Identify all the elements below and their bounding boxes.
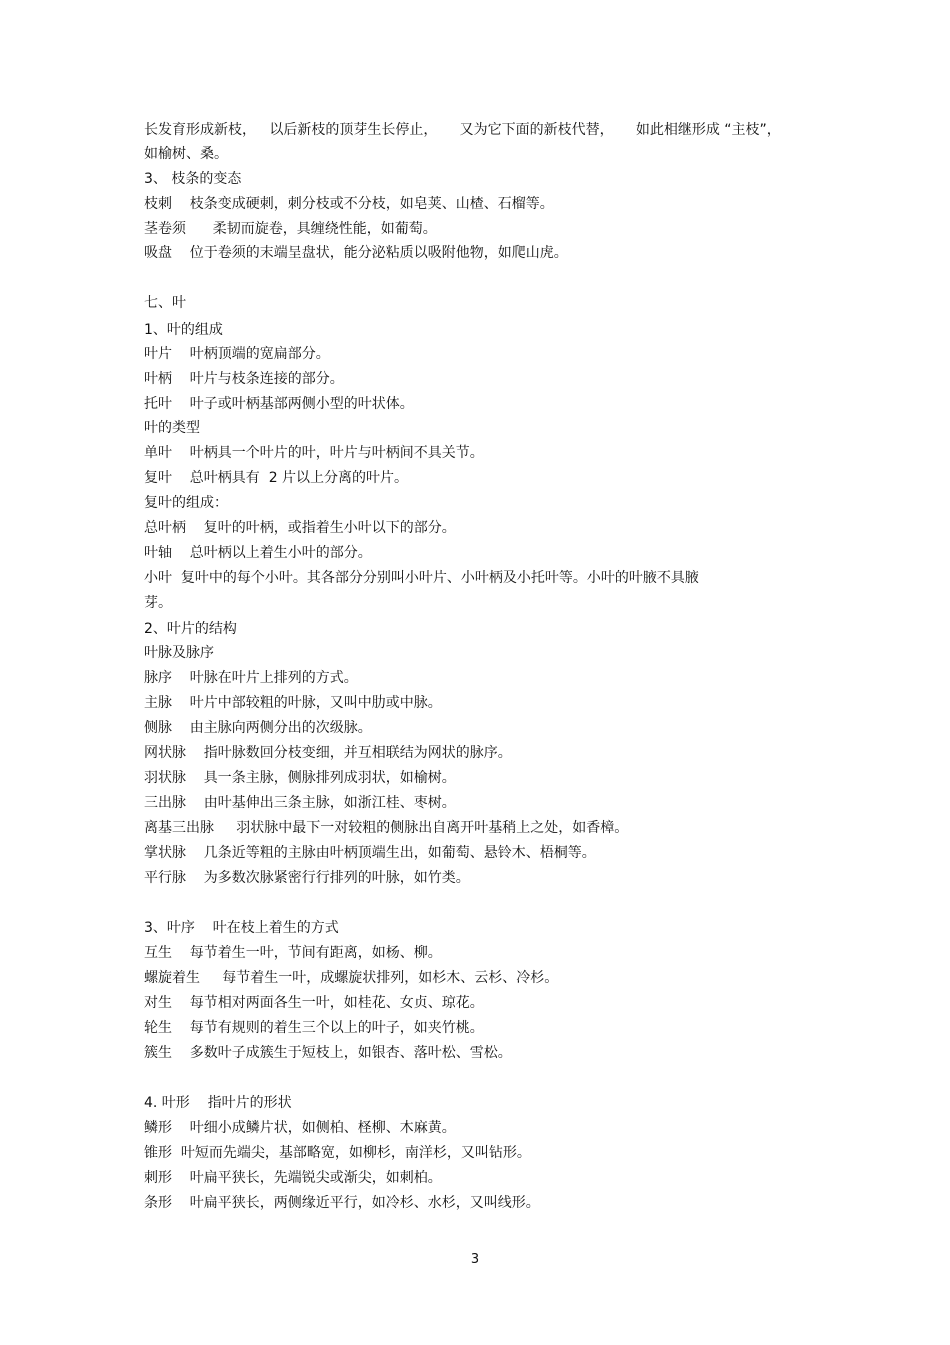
text-line: 主脉 叶片中部较粗的叶脉，又叫中肋或中脉。 — [144, 695, 442, 711]
text-line: 如榆树、桑。 — [144, 146, 228, 162]
section-heading: 2、叶片的结构 — [144, 621, 237, 637]
section-heading: 4. 叶形 指叶片的形状 — [144, 1095, 292, 1111]
text-line: 复叶 总叶柄具有 2 片以上分离的叶片。 — [144, 470, 409, 486]
text-line: 网状脉 指叶脉数回分枝变细，并互相联结为网状的脉序。 — [144, 745, 512, 761]
text-line: 鳞形 叶细小成鳞片状，如侧柏、柽柳、木麻黄。 — [144, 1120, 456, 1136]
text-line: 叶片 叶柄顶端的宽扁部分。 — [144, 346, 330, 362]
text-line: 羽状脉 具一条主脉，侧脉排列成羽状，如榆树。 — [144, 770, 456, 786]
section-heading: 1、叶的组成 — [144, 322, 223, 338]
text-line: 脉序 叶脉在叶片上排列的方式。 — [144, 670, 358, 686]
text-line: 锥形 叶短而先端尖，基部略宽，如柳杉，南洋杉，又叫钻形。 — [144, 1145, 531, 1161]
text-line: 条形 叶扁平狭长，两侧缘近平行，如冷杉、水杉，又叫线形。 — [144, 1195, 540, 1211]
text-line: 对生 每节相对两面各生一叶，如桂花、女贞、琼花。 — [144, 995, 484, 1011]
chapter-heading: 七、叶 — [144, 295, 186, 311]
text-line: 小叶 复叶中的每个小叶。其各部分分别叫小叶片、小叶柄及小托叶等。小叶的叶腋不具腋 — [144, 570, 699, 586]
text-line: 叶轴 总叶柄以上着生小叶的部分。 — [144, 545, 372, 561]
subsection-heading: 复叶的组成： — [144, 495, 228, 511]
text-line: 茎卷须 柔韧而旋卷，具缠绕性能，如葡萄。 — [144, 221, 437, 237]
page-number: 3 — [470, 1252, 480, 1267]
subsection-heading: 叶的类型 — [144, 420, 200, 436]
section-heading: 3、叶序 叶在枝上着生的方式 — [144, 920, 339, 936]
text-line: 轮生 每节有规则的着生三个以上的叶子，如夹竹桃。 — [144, 1020, 484, 1036]
text-line: 枝刺 枝条变成硬刺，刺分枝或不分枝，如皂荚、山楂、石榴等。 — [144, 196, 554, 212]
text-line: 掌状脉 几条近等粗的主脉由叶柄顶端生出，如葡萄、悬铃木、梧桐等。 — [144, 845, 596, 861]
text-line: 长发育形成新枝， 以后新枝的顶芽生长停止， 又为它下面的新枝代替， 如此相继形成 “主枝”， — [144, 122, 781, 138]
subsection-heading: 叶脉及脉序 — [144, 645, 214, 661]
text-line: 叶柄 叶片与枝条连接的部分。 — [144, 371, 344, 387]
text-line: 互生 每节着生一叶，节间有距离，如杨、柳。 — [144, 945, 442, 961]
section-heading: 3、 枝条的变态 — [144, 171, 242, 187]
text-line: 吸盘 位于卷须的末端呈盘状，能分泌粘质以吸附他物，如爬山虎。 — [144, 245, 568, 261]
text-line: 单叶 叶柄具一个叶片的叶，叶片与叶柄间不具关节。 — [144, 445, 484, 461]
text-line: 侧脉 由主脉向两侧分出的次级脉。 — [144, 720, 372, 736]
text-line: 总叶柄 复叶的叶柄，或指着生小叶以下的部分。 — [144, 520, 456, 536]
text-line: 螺旋着生 每节着生一叶，成螺旋状排列，如杉木、云杉、冷杉。 — [144, 970, 559, 986]
text-line: 簇生 多数叶子成簇生于短枝上，如银杏、落叶松、雪松。 — [144, 1045, 512, 1061]
text-line: 刺形 叶扁平狭长，先端锐尖或渐尖，如刺柏。 — [144, 1170, 442, 1186]
text-line: 离基三出脉 羽状脉中最下一对较粗的侧脉出自离开叶基稍上之处，如香樟。 — [144, 820, 629, 836]
text-line: 平行脉 为多数次脉紧密行行排列的叶脉，如竹类。 — [144, 870, 470, 886]
text-line: 托叶 叶子或叶柄基部两侧小型的叶状体。 — [144, 396, 414, 412]
text-line: 芽。 — [144, 595, 172, 611]
text-line: 三出脉 由叶基伸出三条主脉，如浙江桂、枣树。 — [144, 795, 456, 811]
